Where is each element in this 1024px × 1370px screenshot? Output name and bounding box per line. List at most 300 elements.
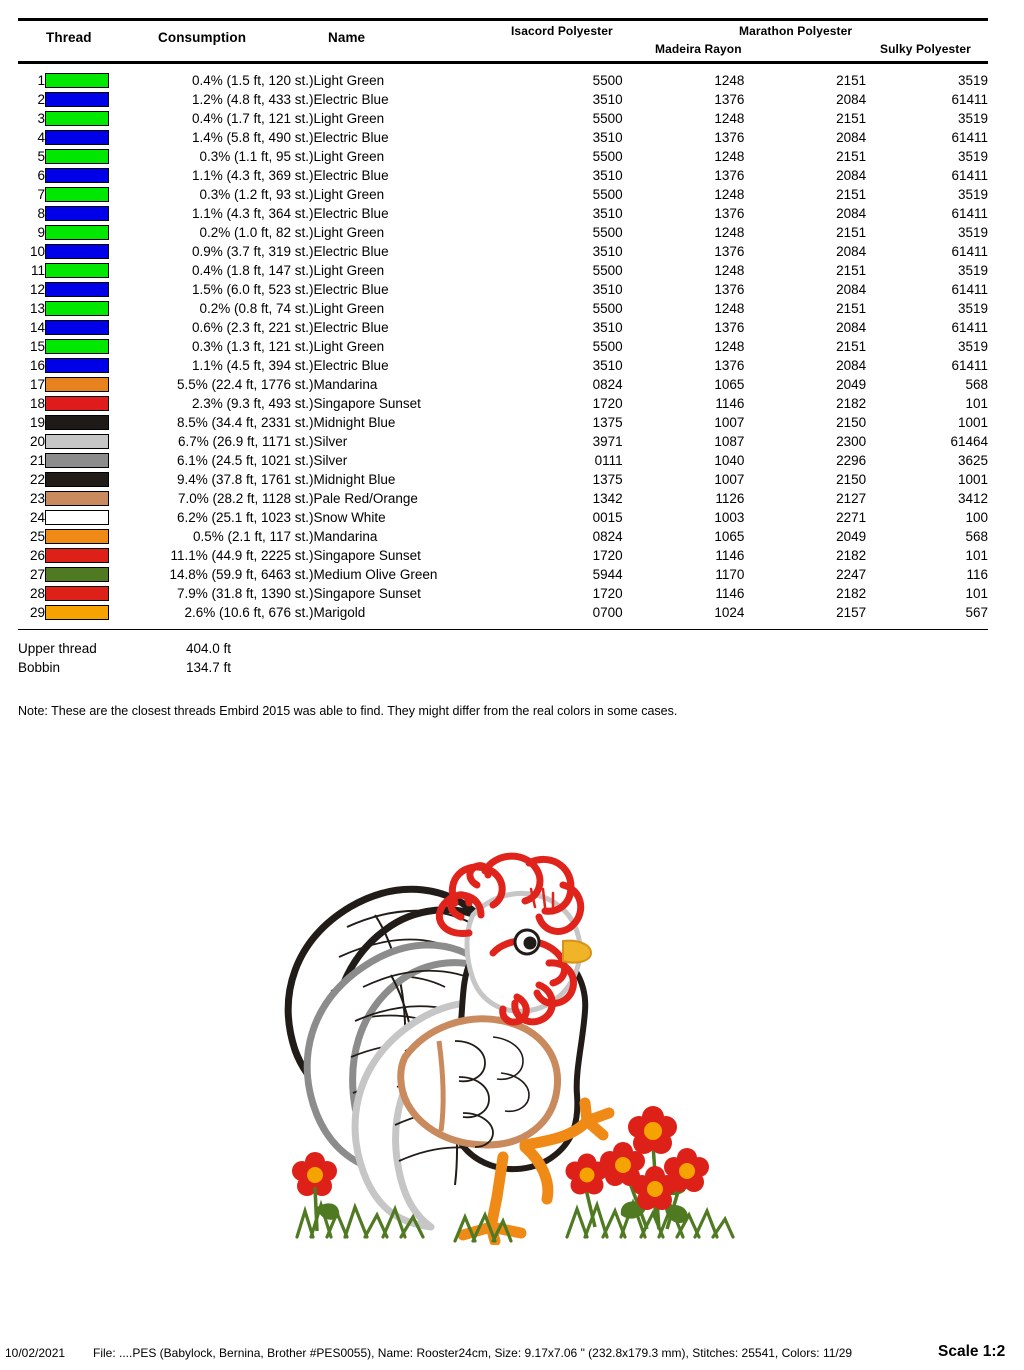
thread-sulky-code: 61411 <box>951 282 988 297</box>
thread-color-swatch <box>45 111 109 126</box>
rooster-beak <box>563 941 591 963</box>
thread-name: Silver <box>313 453 348 468</box>
thread-color-swatch <box>45 282 109 297</box>
thread-madeira-code: 1024 <box>714 605 745 620</box>
thread-consumption: 0.9% (3.7 ft, 319 st.) <box>191 244 314 259</box>
thread-index: 10 <box>30 244 46 259</box>
thread-color-swatch-cell <box>45 375 116 394</box>
thread-color-swatch-cell <box>45 451 116 470</box>
thread-color-swatch <box>45 396 109 411</box>
thread-index: 16 <box>30 358 46 373</box>
table-row <box>18 546 988 565</box>
thread-marathon-code: 2182 <box>836 586 867 601</box>
table-row <box>18 109 988 128</box>
thread-isacord-code: 3510 <box>592 320 623 335</box>
table-bottom-rule <box>18 629 988 630</box>
thread-marathon-code: 2150 <box>836 472 867 487</box>
thread-isacord-code: 3510 <box>592 130 623 145</box>
thread-color-swatch-cell <box>45 128 116 147</box>
table-row <box>18 470 988 489</box>
thread-name: Electric Blue <box>313 282 389 297</box>
thread-name: Light Green <box>313 111 385 126</box>
table-row <box>18 432 988 451</box>
thread-consumption: 0.4% (1.8 ft, 147 st.) <box>191 263 314 278</box>
thread-table <box>18 71 988 622</box>
table-row <box>18 299 988 318</box>
thread-color-swatch-cell <box>45 204 116 223</box>
thread-madeira-code: 1065 <box>714 377 745 392</box>
thread-color-swatch-cell <box>45 318 116 337</box>
thread-marathon-code: 2084 <box>836 130 867 145</box>
thread-consumption: 1.2% (4.8 ft, 433 st.) <box>191 92 314 107</box>
thread-color-swatch <box>45 529 109 544</box>
thread-madeira-code: 1007 <box>714 415 745 430</box>
thread-madeira-code: 1376 <box>714 358 745 373</box>
thread-sulky-code: 3519 <box>957 149 988 164</box>
thread-isacord-code: 5500 <box>592 263 623 278</box>
thread-sulky-code: 61411 <box>951 244 988 259</box>
thread-consumption: 0.3% (1.1 ft, 95 st.) <box>199 149 314 164</box>
thread-name: Electric Blue <box>313 358 389 373</box>
thread-consumption: 0.3% (1.2 ft, 93 st.) <box>199 187 314 202</box>
upper-thread-row <box>18 639 988 658</box>
thread-madeira-code: 1376 <box>714 320 745 335</box>
thread-name: Pale Red/Orange <box>313 491 418 506</box>
thread-isacord-code: 0015 <box>592 510 623 525</box>
thread-marathon-code: 2151 <box>836 149 867 164</box>
bobbin-row <box>18 658 988 677</box>
thread-marathon-code: 2182 <box>836 548 867 563</box>
rooster-eye <box>515 930 539 954</box>
thread-name: Singapore Sunset <box>313 548 421 563</box>
thread-sulky-code: 61411 <box>951 206 988 221</box>
thread-madeira-code: 1248 <box>714 301 745 316</box>
thread-index: 25 <box>30 529 46 544</box>
thread-marathon-code: 2151 <box>836 73 867 88</box>
thread-madeira-code: 1146 <box>715 586 745 601</box>
table-row <box>18 71 988 90</box>
thread-sulky-code: 3519 <box>957 339 988 354</box>
thread-isacord-code: 5500 <box>592 301 623 316</box>
thread-marathon-code: 2084 <box>836 168 867 183</box>
bobbin-value: 134.7 ft <box>186 660 232 675</box>
thread-index: 1 <box>37 73 46 88</box>
thread-marathon-code: 2271 <box>836 510 867 525</box>
thread-color-swatch <box>45 510 109 525</box>
thread-color-swatch-cell <box>45 109 116 128</box>
table-row <box>18 166 988 185</box>
thread-sulky-code: 3519 <box>957 225 988 240</box>
table-row <box>18 584 988 603</box>
table-row <box>18 394 988 413</box>
thread-isacord-code: 3510 <box>592 168 623 183</box>
thread-index: 24 <box>30 510 46 525</box>
thread-color-swatch-cell <box>45 166 116 185</box>
table-row <box>18 375 988 394</box>
thread-name: Light Green <box>313 339 385 354</box>
thread-madeira-code: 1087 <box>714 434 745 449</box>
table-header-band <box>18 21 988 61</box>
thread-madeira-code: 1146 <box>715 396 745 411</box>
thread-color-swatch <box>45 73 109 88</box>
thread-index: 28 <box>30 586 46 601</box>
thread-index: 27 <box>30 567 46 582</box>
thread-index: 20 <box>30 434 46 449</box>
thread-sulky-code: 3519 <box>957 111 988 126</box>
thread-madeira-code: 1248 <box>714 73 745 88</box>
thread-name: Electric Blue <box>313 244 389 259</box>
thread-madeira-code: 1007 <box>714 472 745 487</box>
thread-index: 4 <box>37 130 46 145</box>
thread-color-swatch <box>45 206 109 221</box>
thread-color-swatch <box>45 453 109 468</box>
thread-sulky-code: 3519 <box>957 263 988 278</box>
table-row <box>18 451 988 470</box>
thread-name: Light Green <box>313 301 385 316</box>
thread-consumption: 0.5% (2.1 ft, 117 st.) <box>192 529 314 544</box>
thread-index: 13 <box>30 301 46 316</box>
thread-color-swatch <box>45 244 109 259</box>
thread-isacord-code: 1342 <box>592 491 623 506</box>
thread-marathon-code: 2084 <box>836 358 867 373</box>
thread-name: Electric Blue <box>313 92 389 107</box>
thread-isacord-code: 1720 <box>592 396 623 411</box>
thread-color-swatch-cell <box>45 489 116 508</box>
thread-consumption: 0.6% (2.3 ft, 221 st.) <box>191 320 314 335</box>
thread-marathon-code: 2084 <box>836 206 867 221</box>
thread-isacord-code: 5500 <box>592 149 623 164</box>
thread-sulky-code: 567 <box>965 605 988 620</box>
thread-color-swatch-cell <box>45 71 116 90</box>
rooster-design-svg <box>255 845 775 1245</box>
thread-madeira-code: 1248 <box>714 111 745 126</box>
thread-index: 18 <box>30 396 46 411</box>
thread-isacord-code: 3510 <box>592 206 623 221</box>
thread-sulky-code: 3519 <box>957 73 988 88</box>
column-header-consumption: Consumption <box>158 30 247 45</box>
table-row <box>18 90 988 109</box>
thread-isacord-code: 0824 <box>592 377 623 392</box>
column-header-marathon: Marathon Polyester <box>739 24 853 38</box>
thread-color-swatch <box>45 149 109 164</box>
thread-color-swatch <box>45 187 109 202</box>
thread-marathon-code: 2157 <box>836 605 867 620</box>
thread-marathon-code: 2150 <box>836 415 867 430</box>
thread-consumption: 14.8% (59.9 ft, 6463 st.) <box>169 567 314 582</box>
thread-color-swatch-cell <box>45 185 116 204</box>
thread-sulky-code: 61411 <box>951 168 988 183</box>
thread-consumption: 0.4% (1.5 ft, 120 st.) <box>191 73 314 88</box>
thread-consumption: 6.1% (24.5 ft, 1021 st.) <box>176 453 314 468</box>
thread-isacord-code: 0700 <box>592 605 623 620</box>
thread-madeira-code: 1376 <box>714 244 745 259</box>
thread-name: Light Green <box>313 149 385 164</box>
thread-sulky-code: 61464 <box>950 434 988 449</box>
table-row <box>18 527 988 546</box>
thread-index: 7 <box>37 187 46 202</box>
thread-isacord-code: 3971 <box>592 434 623 449</box>
thread-marathon-code: 2084 <box>836 282 867 297</box>
thread-marathon-code: 2049 <box>836 529 867 544</box>
thread-isacord-code: 3510 <box>592 282 623 297</box>
thread-isacord-code: 1720 <box>592 586 623 601</box>
thread-isacord-code: 1720 <box>592 548 623 563</box>
thread-name: Singapore Sunset <box>313 396 421 411</box>
thread-name: Medium Olive Green <box>313 567 438 582</box>
thread-marathon-code: 2084 <box>836 320 867 335</box>
thread-color-swatch <box>45 586 109 601</box>
thread-name: Mandarina <box>313 377 378 392</box>
embroidery-design-preview <box>255 845 775 1245</box>
thread-marathon-code: 2151 <box>836 263 867 278</box>
thread-name: Light Green <box>313 187 385 202</box>
thread-color-swatch-cell <box>45 299 116 318</box>
thread-marathon-code: 2049 <box>836 377 867 392</box>
table-row <box>18 413 988 432</box>
thread-name: Electric Blue <box>313 130 389 145</box>
column-header-name: Name <box>328 30 366 45</box>
thread-sulky-code: 61411 <box>951 130 988 145</box>
thread-isacord-code: 1375 <box>592 472 623 487</box>
thread-marathon-code: 2084 <box>836 244 867 259</box>
column-header-isacord: Isacord Polyester <box>511 24 613 38</box>
thread-index: 2 <box>37 92 46 107</box>
table-row <box>18 603 988 622</box>
thread-madeira-code: 1248 <box>714 225 745 240</box>
thread-consumption: 1.4% (5.8 ft, 490 st.) <box>191 130 314 145</box>
thread-sulky-code: 61411 <box>951 320 988 335</box>
thread-consumption: 1.1% (4.3 ft, 369 st.) <box>191 168 314 183</box>
thread-color-swatch-cell <box>45 603 116 622</box>
thread-marathon-code: 2151 <box>836 187 867 202</box>
flower-left <box>292 1152 339 1231</box>
table-row <box>18 489 988 508</box>
thread-madeira-code: 1248 <box>714 187 745 202</box>
thread-marathon-code: 2296 <box>836 453 867 468</box>
thread-index: 9 <box>37 225 46 240</box>
thread-color-swatch-cell <box>45 527 116 546</box>
thread-marathon-code: 2127 <box>836 491 867 506</box>
thread-color-swatch-cell <box>45 242 116 261</box>
thread-index: 22 <box>30 472 46 487</box>
thread-index: 17 <box>30 377 46 392</box>
thread-madeira-code: 1170 <box>715 567 745 582</box>
thread-index: 15 <box>30 339 46 354</box>
thread-color-swatch-cell <box>45 394 116 413</box>
table-row <box>18 508 988 527</box>
table-row <box>18 223 988 242</box>
column-header-thread: Thread <box>46 30 92 45</box>
thread-marathon-code: 2182 <box>836 396 867 411</box>
thread-consumption: 8.5% (34.4 ft, 2331 st.) <box>176 415 314 430</box>
thread-marathon-code: 2151 <box>836 339 867 354</box>
thread-isacord-code: 3510 <box>592 244 623 259</box>
thread-index: 5 <box>37 149 46 164</box>
thread-madeira-code: 1065 <box>714 529 745 544</box>
thread-color-swatch <box>45 263 109 278</box>
thread-color-swatch-cell <box>45 470 116 489</box>
thread-sulky-code: 100 <box>965 510 988 525</box>
thread-color-swatch-cell <box>45 432 116 451</box>
thread-color-swatch-cell <box>45 584 116 603</box>
thread-name: Midnight Blue <box>313 472 396 487</box>
thread-color-swatch <box>45 605 109 620</box>
table-row <box>18 185 988 204</box>
thread-madeira-code: 1376 <box>714 92 745 107</box>
thread-consumption-sheet <box>18 18 988 718</box>
thread-consumption: 0.4% (1.7 ft, 121 st.) <box>191 111 314 126</box>
thread-consumption: 1.1% (4.5 ft, 394 st.) <box>191 358 314 373</box>
thread-name: Electric Blue <box>313 206 389 221</box>
thread-madeira-code: 1040 <box>714 453 745 468</box>
thread-consumption: 9.4% (37.8 ft, 1761 st.) <box>176 472 314 487</box>
thread-color-swatch-cell <box>45 546 116 565</box>
bobbin-label: Bobbin <box>18 660 61 675</box>
thread-color-swatch <box>45 491 109 506</box>
thread-color-swatch-cell <box>45 261 116 280</box>
thread-color-swatch <box>45 339 109 354</box>
thread-sulky-code: 1001 <box>957 472 988 487</box>
thread-sulky-code: 61411 <box>951 358 988 373</box>
thread-color-swatch <box>45 472 109 487</box>
thread-sulky-code: 3519 <box>957 187 988 202</box>
table-row <box>18 337 988 356</box>
footer-scale: Scale 1:2 <box>938 1343 1006 1360</box>
thread-consumption: 1.5% (6.0 ft, 523 st.) <box>191 282 314 297</box>
thread-marathon-code: 2151 <box>836 225 867 240</box>
thread-sulky-code: 101 <box>965 548 988 563</box>
thread-index: 29 <box>30 605 46 620</box>
thread-sulky-code: 101 <box>965 586 988 601</box>
thread-isacord-code: 0824 <box>592 529 623 544</box>
thread-name: Marigold <box>313 605 366 620</box>
thread-color-swatch-cell <box>45 90 116 109</box>
thread-index: 14 <box>30 320 46 335</box>
thread-sulky-code: 3519 <box>957 301 988 316</box>
thread-index: 11 <box>31 263 46 278</box>
thread-name: Light Green <box>313 73 385 88</box>
thread-color-swatch <box>45 320 109 335</box>
footer-file-info: File: ....PES (Babylock, Bernina, Brother #PES0055), Name: Rooster24cm, Size: 9.17x7.06 " (232.8x179.3 mm), Stitches: 25541, Colors: 11/29 <box>93 1346 853 1360</box>
thread-sulky-code: 568 <box>965 377 988 392</box>
thread-color-swatch <box>45 567 109 582</box>
thread-name: Electric Blue <box>313 168 389 183</box>
table-row <box>18 204 988 223</box>
thread-sulky-code: 61411 <box>951 92 988 107</box>
thread-consumption: 2.3% (9.3 ft, 493 st.) <box>191 396 314 411</box>
table-header-rule <box>18 61 988 64</box>
thread-consumption: 7.0% (28.2 ft, 1128 st.) <box>177 491 314 506</box>
thread-color-swatch-cell <box>45 337 116 356</box>
column-header-madeira: Madeira Rayon <box>655 42 742 56</box>
rooster-wing <box>401 1019 558 1147</box>
thread-index: 6 <box>37 168 46 183</box>
thread-consumption: 5.5% (22.4 ft, 1776 st.) <box>176 377 314 392</box>
thread-sulky-code: 3412 <box>957 491 988 506</box>
thread-color-swatch-cell <box>45 223 116 242</box>
thread-index: 26 <box>30 548 46 563</box>
thread-consumption: 11.1% (44.9 ft, 2225 st.) <box>170 548 314 563</box>
thread-sulky-code: 101 <box>965 396 988 411</box>
thread-madeira-code: 1376 <box>714 206 745 221</box>
thread-madeira-code: 1146 <box>715 548 745 563</box>
table-row <box>18 128 988 147</box>
thread-color-swatch-cell <box>45 508 116 527</box>
upper-thread-label: Upper thread <box>18 641 97 656</box>
thread-sulky-code: 568 <box>965 529 988 544</box>
thread-madeira-code: 1376 <box>714 130 745 145</box>
thread-sulky-code: 1001 <box>957 415 988 430</box>
thread-index: 21 <box>30 453 46 468</box>
thread-sulky-code: 3625 <box>957 453 988 468</box>
thread-name: Midnight Blue <box>313 415 396 430</box>
thread-match-note: Note: These are the closest threads Embird 2015 was able to find. They might differ from the real colors in some cases. <box>18 704 678 718</box>
thread-color-swatch <box>45 434 109 449</box>
thread-sulky-code: 116 <box>966 567 988 582</box>
thread-isacord-code: 3510 <box>592 92 623 107</box>
thread-name: Singapore Sunset <box>313 586 421 601</box>
thread-name: Mandarina <box>313 529 378 544</box>
thread-color-swatch-cell <box>45 413 116 432</box>
thread-index: 3 <box>37 111 46 126</box>
table-row <box>18 261 988 280</box>
thread-name: Silver <box>313 434 348 449</box>
thread-madeira-code: 1248 <box>714 339 745 354</box>
table-row <box>18 318 988 337</box>
thread-consumption: 0.3% (1.3 ft, 121 st.) <box>191 339 314 354</box>
thread-marathon-code: 2247 <box>836 567 867 582</box>
thread-consumption: 0.2% (1.0 ft, 82 st.) <box>199 225 314 240</box>
thread-index: 12 <box>30 282 46 297</box>
thread-isacord-code: 5500 <box>592 187 623 202</box>
thread-color-swatch <box>45 92 109 107</box>
thread-madeira-code: 1376 <box>714 168 745 183</box>
thread-isacord-code: 5500 <box>592 339 623 354</box>
thread-isacord-code: 5500 <box>592 225 623 240</box>
thread-isacord-code: 1375 <box>592 415 623 430</box>
thread-madeira-code: 1376 <box>714 282 745 297</box>
table-row <box>18 242 988 261</box>
thread-color-swatch <box>45 415 109 430</box>
thread-consumption: 1.1% (4.3 ft, 364 st.) <box>191 206 314 221</box>
upper-thread-value: 404.0 ft <box>186 641 232 656</box>
thread-index: 19 <box>30 415 46 430</box>
footer-date: 10/02/2021 <box>5 1346 66 1360</box>
thread-color-swatch-cell <box>45 356 116 375</box>
thread-isacord-code: 0111 <box>594 453 623 468</box>
thread-consumption: 6.2% (25.1 ft, 1023 st.) <box>176 510 314 525</box>
thread-marathon-code: 2151 <box>836 111 867 126</box>
thread-marathon-code: 2151 <box>836 301 867 316</box>
thread-color-swatch <box>45 130 109 145</box>
thread-name: Snow White <box>313 510 386 525</box>
thread-index: 8 <box>37 206 46 221</box>
thread-name: Light Green <box>313 225 385 240</box>
column-header-sulky: Sulky Polyester <box>880 42 971 56</box>
thread-marathon-code: 2084 <box>836 92 867 107</box>
table-row <box>18 280 988 299</box>
thread-madeira-code: 1003 <box>714 510 745 525</box>
thread-color-swatch <box>45 548 109 563</box>
thread-color-swatch-cell <box>45 280 116 299</box>
thread-isacord-code: 5500 <box>592 73 623 88</box>
thread-color-swatch-cell <box>45 565 116 584</box>
thread-isacord-code: 5944 <box>592 567 623 582</box>
thread-marathon-code: 2300 <box>836 434 867 449</box>
table-row <box>18 356 988 375</box>
thread-color-swatch <box>45 377 109 392</box>
table-row <box>18 565 988 584</box>
